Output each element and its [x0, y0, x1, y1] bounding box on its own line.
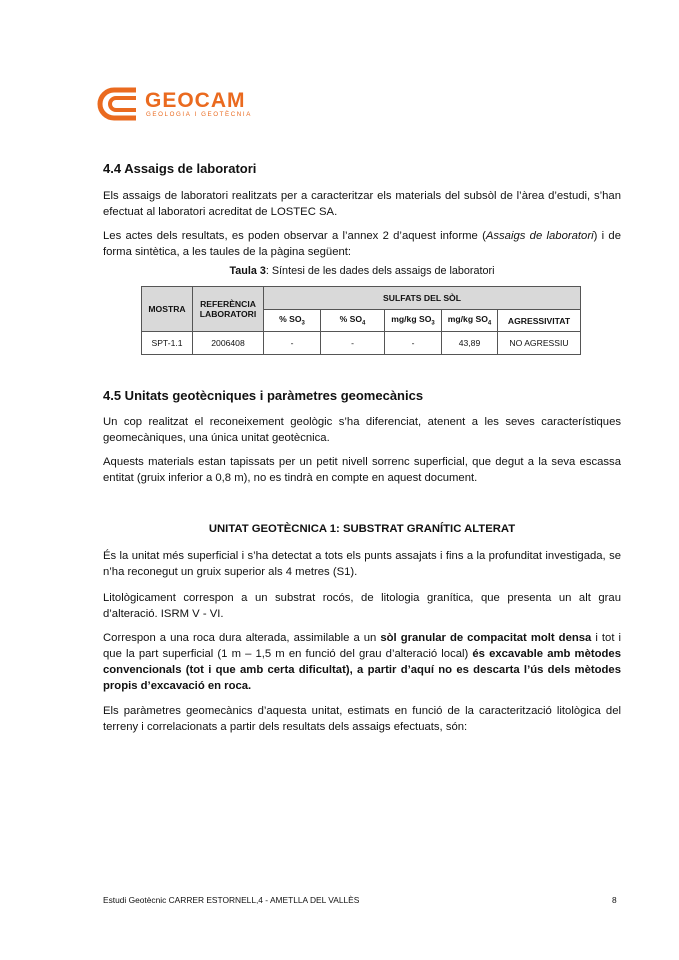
- geocam-logo-mark-icon: [96, 85, 144, 123]
- table-caption: Taula 3: Síntesi de les dades dels assaigs de laboratori: [229, 265, 495, 277]
- header-mostra: MOSTRA: [142, 287, 193, 332]
- header-so4-mg: mg/kg $SO_4$: [442, 310, 498, 332]
- unit-paragraph-3: Correspon a una roca dura alterada, assimilable a un sòl granular de compacitat molt densa i tot i que la part superficial (1 m – 1,5 m en funció del grau d’alteració local) és excavable amb mètodes convencionals (tot i que amb certa dificultat), a partir d’aquí no es descarta l’ús dels mètodes propis d’excavació en roca.: [103, 632, 621, 692]
- section-45-paragraph-1: Un cop realitzat el reconeixement geològic s’ha diferenciat, atenent a les seves característiques geomecàniques, una única unitat geotècnica.: [103, 416, 621, 444]
- unit-paragraph-2: Litològicament correspon a un substrat rocós, de litologia granítica, que presenta un alt grau d’alteració. ISRM V - VI.: [103, 592, 621, 620]
- unit-title: UNITAT GEOTÈCNICA 1: SUBSTRAT GRANÍTIC ALTERAT: [208, 523, 516, 535]
- header-so3-mg: mg/kg $SO_3$: [385, 310, 442, 332]
- cell-so3-pct: -: [264, 332, 321, 355]
- cell-so4-pct: -: [321, 332, 385, 355]
- cell-so3-mg: -: [385, 332, 442, 355]
- section-44-title: 4.4 Assaigs de laboratori: [103, 161, 257, 176]
- logo-tagline: GEOLOGIA I GEOTÈCNIA: [146, 111, 252, 118]
- logo-brand: GEOCAM: [145, 89, 246, 112]
- header-agressivitat: AGRESSIVITAT: [498, 310, 581, 332]
- cell-agressivitat: NO AGRESSIU: [498, 332, 581, 355]
- table-row: [142, 332, 581, 355]
- lab-results-table: [141, 286, 581, 355]
- header-so4-pct: % $SO_4$: [321, 310, 385, 332]
- geocam-logo: [96, 85, 276, 125]
- unit-paragraph-1: És la unitat més superficial i s’ha detectat a tots els punts assajats i fins a la profunditat investigada, se n’ha reconegut un gruix superior als 4 metres (S1).: [103, 550, 621, 578]
- header-referencia: REFERÈNCIA LABORATORI: [193, 287, 264, 332]
- section-45-paragraph-2: Aquests materials estan tapissats per un petit nivell sorrenc superficial, que degut a la seva escassa entitat (gruix inferior a 0,8 m), no es tindrà en compte en aquest document.: [103, 456, 621, 484]
- footer-text: Estudi Geotècnic CARRER ESTORNELL,4 - AMETLLA DEL VALLÈS: [103, 895, 360, 905]
- cell-ref: 2006408: [193, 332, 264, 355]
- section-45-title: 4.5 Unitats geotècniques i paràmetres geomecànics: [103, 388, 424, 403]
- cell-so4-mg: 43,89: [442, 332, 498, 355]
- section-44-paragraph-1: Els assaigs de laboratori realitzats per a caracteritzar els materials del subsòl de l’àrea d’estudi, s’han efectuat al laboratori acreditat de LOSTEC SA.: [103, 190, 621, 218]
- page-number: 8: [612, 895, 617, 905]
- header-so3-pct: % $SO_3$: [264, 310, 321, 332]
- unit-paragraph-4: Els paràmetres geomecànics d’aquesta unitat, estimats en funció de la caracterització litològica del terreny i correlacionats a partir dels resultats dels assaigs efectuats, són:: [103, 705, 621, 733]
- section-44-paragraph-2: Les actes dels resultats, es poden observar a l’annex 2 d’aquest informe (Assaigs de laboratori) i de forma sintètica, a les taules de la pàgina següent:: [103, 230, 621, 258]
- header-sulfats: SULFATS DEL SÒL: [264, 287, 581, 310]
- cell-mostra: SPT-1.1: [142, 332, 193, 355]
